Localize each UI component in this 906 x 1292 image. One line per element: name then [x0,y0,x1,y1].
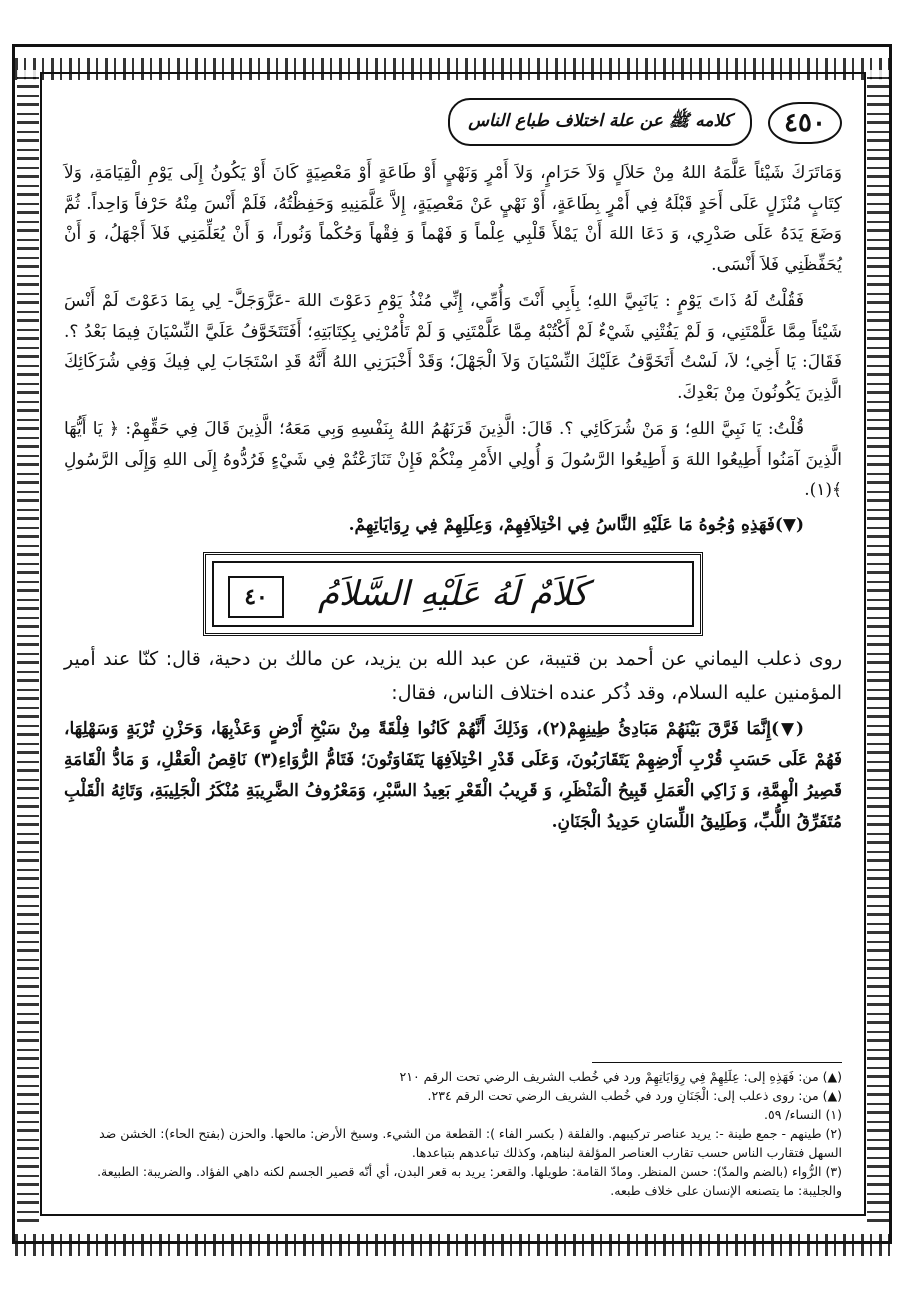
paragraph-2: فَقُلْتُ لَهُ ذَاتَ يَوْمٍ : يَانَبِيَّ اللهِ؛ بِأَبِي أَنْتَ وَأُمِّي، إِنِّي مُنْذُ يَوْمِ دَعَوْتَ اللهَ -عَزَّوَجَلَّ- لِي بِمَا دَعَوْتَ لَمْ أَنْسَ شَيْئاً مِمَّا عَلَّمْتَنِي، وَ لَمْ يَفُتْنِي شَيْءٌ لَمْ أَكْتُبْهُ مِمَّا عَلَّمْتَنِي وَ لَمْ تَأْمُرْنِي بِكِتَابَتِهِ؛ أَفَتَتَخَوَّفُ عَلَيَّ النِّسْيَانَ فِيمَا بَعْدُ ؟. فَقَالَ: يَا أَخِي؛ لاَ، لَسْتُ أَتَخَوَّفُ عَلَيْكَ النِّسْيَانَ وَلاَ الْجَهْلَ؛ وَقَدْ أَخْبَرَنِي اللهُ أَنَّهُ قَدِ اسْتَجَابَ لِي فِيكَ وَفِي شُرَكَائِكَ الَّذِينَ يَكُونُونَ مِنْ بَعْدِكَ. [64,291,842,403]
page-content [64,96,842,1200]
running-title: كلامه ﷺ عن علة اختلاف طباع الناس [448,98,752,146]
closing-line: (▼)فَهَذِهِ وُجُوهُ مَا عَلَيْهِ النَّاسُ فِي اخْتِلاَفِهِمْ، وَعِلَلِهِمْ فِي رِوَايَاتِهِمْ. [348,514,804,535]
footnote-item: (٣) الرُّواء (بالضم والمدّ): حسن المنظر. ومادّ القامة: طويلها. والقعر: يريد به قعر البدن، أي أنّه قصير الجسم لكنه داهي الفؤاد. والضريبة: الطبيعة. والجليبة: ما يتصنعه الإنسان على خلاف طبعه. [97,1164,842,1198]
footnote-item: (▲) من: روى ذعلب إلى: الْجَنَانِ ورد في خُطب الشريف الرضي تحت الرقم ٢٣٤. [427,1088,842,1103]
narration: روى ذعلب اليماني عن أحمد بن قتيبة، عن عبد الله بن يزيد، عن مالك بن دحية، قال: كنّا عند أمير المؤمنين عليه السلام، وقد ذُكر عنده اختلاف الناس، فقال: [64,648,842,704]
section-title: كَلاَمٌ لَهُ عَلَيْهِ السَّلاَمُ [317,574,589,614]
section-number: ٤٠ [228,576,284,618]
page-header [64,96,842,158]
footnote-item: (١) النساء/ ٥٩. [764,1107,842,1122]
footnote-rule [592,1062,842,1063]
saying: (▼)إِنَّمَا فَرَّقَ بَيْنَهُمْ مَبَادِئُ طِينِهِمْ(٢)، وَذَلِكَ أَنَّهُمْ كَانُوا فِلْقَةً مِنْ سَبْخِ أَرْضٍ وَعَذْبِهَا، وَحَزْنِ تُرْبَةٍ وَسَهْلِهَا، فَهُمْ عَلَى حَسَبِ قُرْبِ أَرْضِهِمْ يَتَقَارَبُونَ، وَعَلَى قَدْرِ اخْتِلاَفِهَا يَتَفَاوَتُونَ؛ فَتَامُّ الرُّوَاءِ(٣) نَاقِصُ الْعَقْلِ، وَ مَادُّ الْقَامَةِ قَصِيرُ الْهِمَّةِ، وَ زَاكِي الْعَمَلِ قَبِيحُ الْمَنْظَرِ، وَ قَرِيبُ الْقَعْرِ بَعِيدُ السَّبْرِ، وَمَعْرُوفُ الضَّرِيبَةِ مُنْكَرُ الْجَلِيبَةِ، وَتَائِهُ الْقَلْبِ مُتَفَرِّقُ اللُّبِّ، وَطَلِيقُ اللِّسَانِ حَدِيدُ الْجَنَانِ. [64,719,842,832]
footnote-item: (▲) من: فَهَذِهِ إلى: عِلَلِهِمْ فِي رِوَايَاتِهِمْ ورد في خُطب الشريف الرضي تحت الرقم ٢١٠ [399,1069,842,1084]
page-number: ٤٥٠ [768,102,842,144]
footnote-item: (٢) طينهم - جمع طينة -: يريد عناصر تركيبهم. والفلقة ( بكسر الفاء ): القطعة من الشيء. وسبخ الأرض: مالحها. والحزن (بفتح الحاء): الخشن ضد السهل فتقارب الناس حسب تقارب العناصر المؤلفة لبناهم، وكذلك تباعدهم بتباعدها. [99,1126,842,1160]
paragraph-1: وَمَاتَرَكَ شَيْئاً عَلَّمَهُ اللهُ مِنْ حَلاَلٍ وَلاَ حَرَامٍ، وَلاَ أَمْرٍ وَنَهْيٍ أَوْ طَاعَةٍ أَوْ مَعْصِيَةٍ كَانَ أَوْ يَكُونُ إِلَى يَوْمِ الْقِيَامَةِ، وَلاَ كِتَابٍ مُنْزَلٍ عَلَى أَحَدٍ قَبْلَهُ فِي أَمْرٍ بِطَاعَةٍ، أَوْ نَهْيٍ عَنْ مَعْصِيَةٍ، إِلاَّ عَلَّمَنِيهِ وَحَفِظْتُهُ، فَلَمْ أَنْسَ مِنْهُ حَرْفاً وَاحِداً. ثُمَّ وَضَعَ يَدَهُ عَلَى صَدْرِي، وَ دَعَا اللهَ أَنْ يَمْلأَ قَلْبِي عِلْماً وَ فَهْماً وَ فِقْهاً وَحُكْماً وَنُوراً، وَ أَنْ يُعَلِّمَنِي فَلاَ أَجْهَلُ، وَ أَنْ يُحَفِّظَنِي فَلاَ أَنْسَى. [64,163,842,275]
paragraph-3: قُلْتُ: يَا نَبِيَّ اللهِ؛ وَ مَنْ شُرَكَائِي ؟. قَالَ: الَّذِينَ قَرَنَهُمُ اللهُ بِنَفْسِهِ وَبِي مَعَهُ؛ الَّذِينَ قَالَ فِي حَقِّهِمْ: ﴿ يَا أَيُّهَا الَّذِينَ آمَنُوا أَطِيعُوا اللهَ وَ أَطِيعُوا الرَّسُولَ وَ أُولِي الأَمْرِ مِنْكُمْ فَإِنْ تَنَازَعْتُمْ فِي شَيْءٍ فَرُدُّوهُ إِلَى اللهِ وَإِلَى الرَّسُولِ ﴾(١). [64,419,842,500]
section-heading-box [203,552,703,636]
footnotes [64,1062,842,1200]
